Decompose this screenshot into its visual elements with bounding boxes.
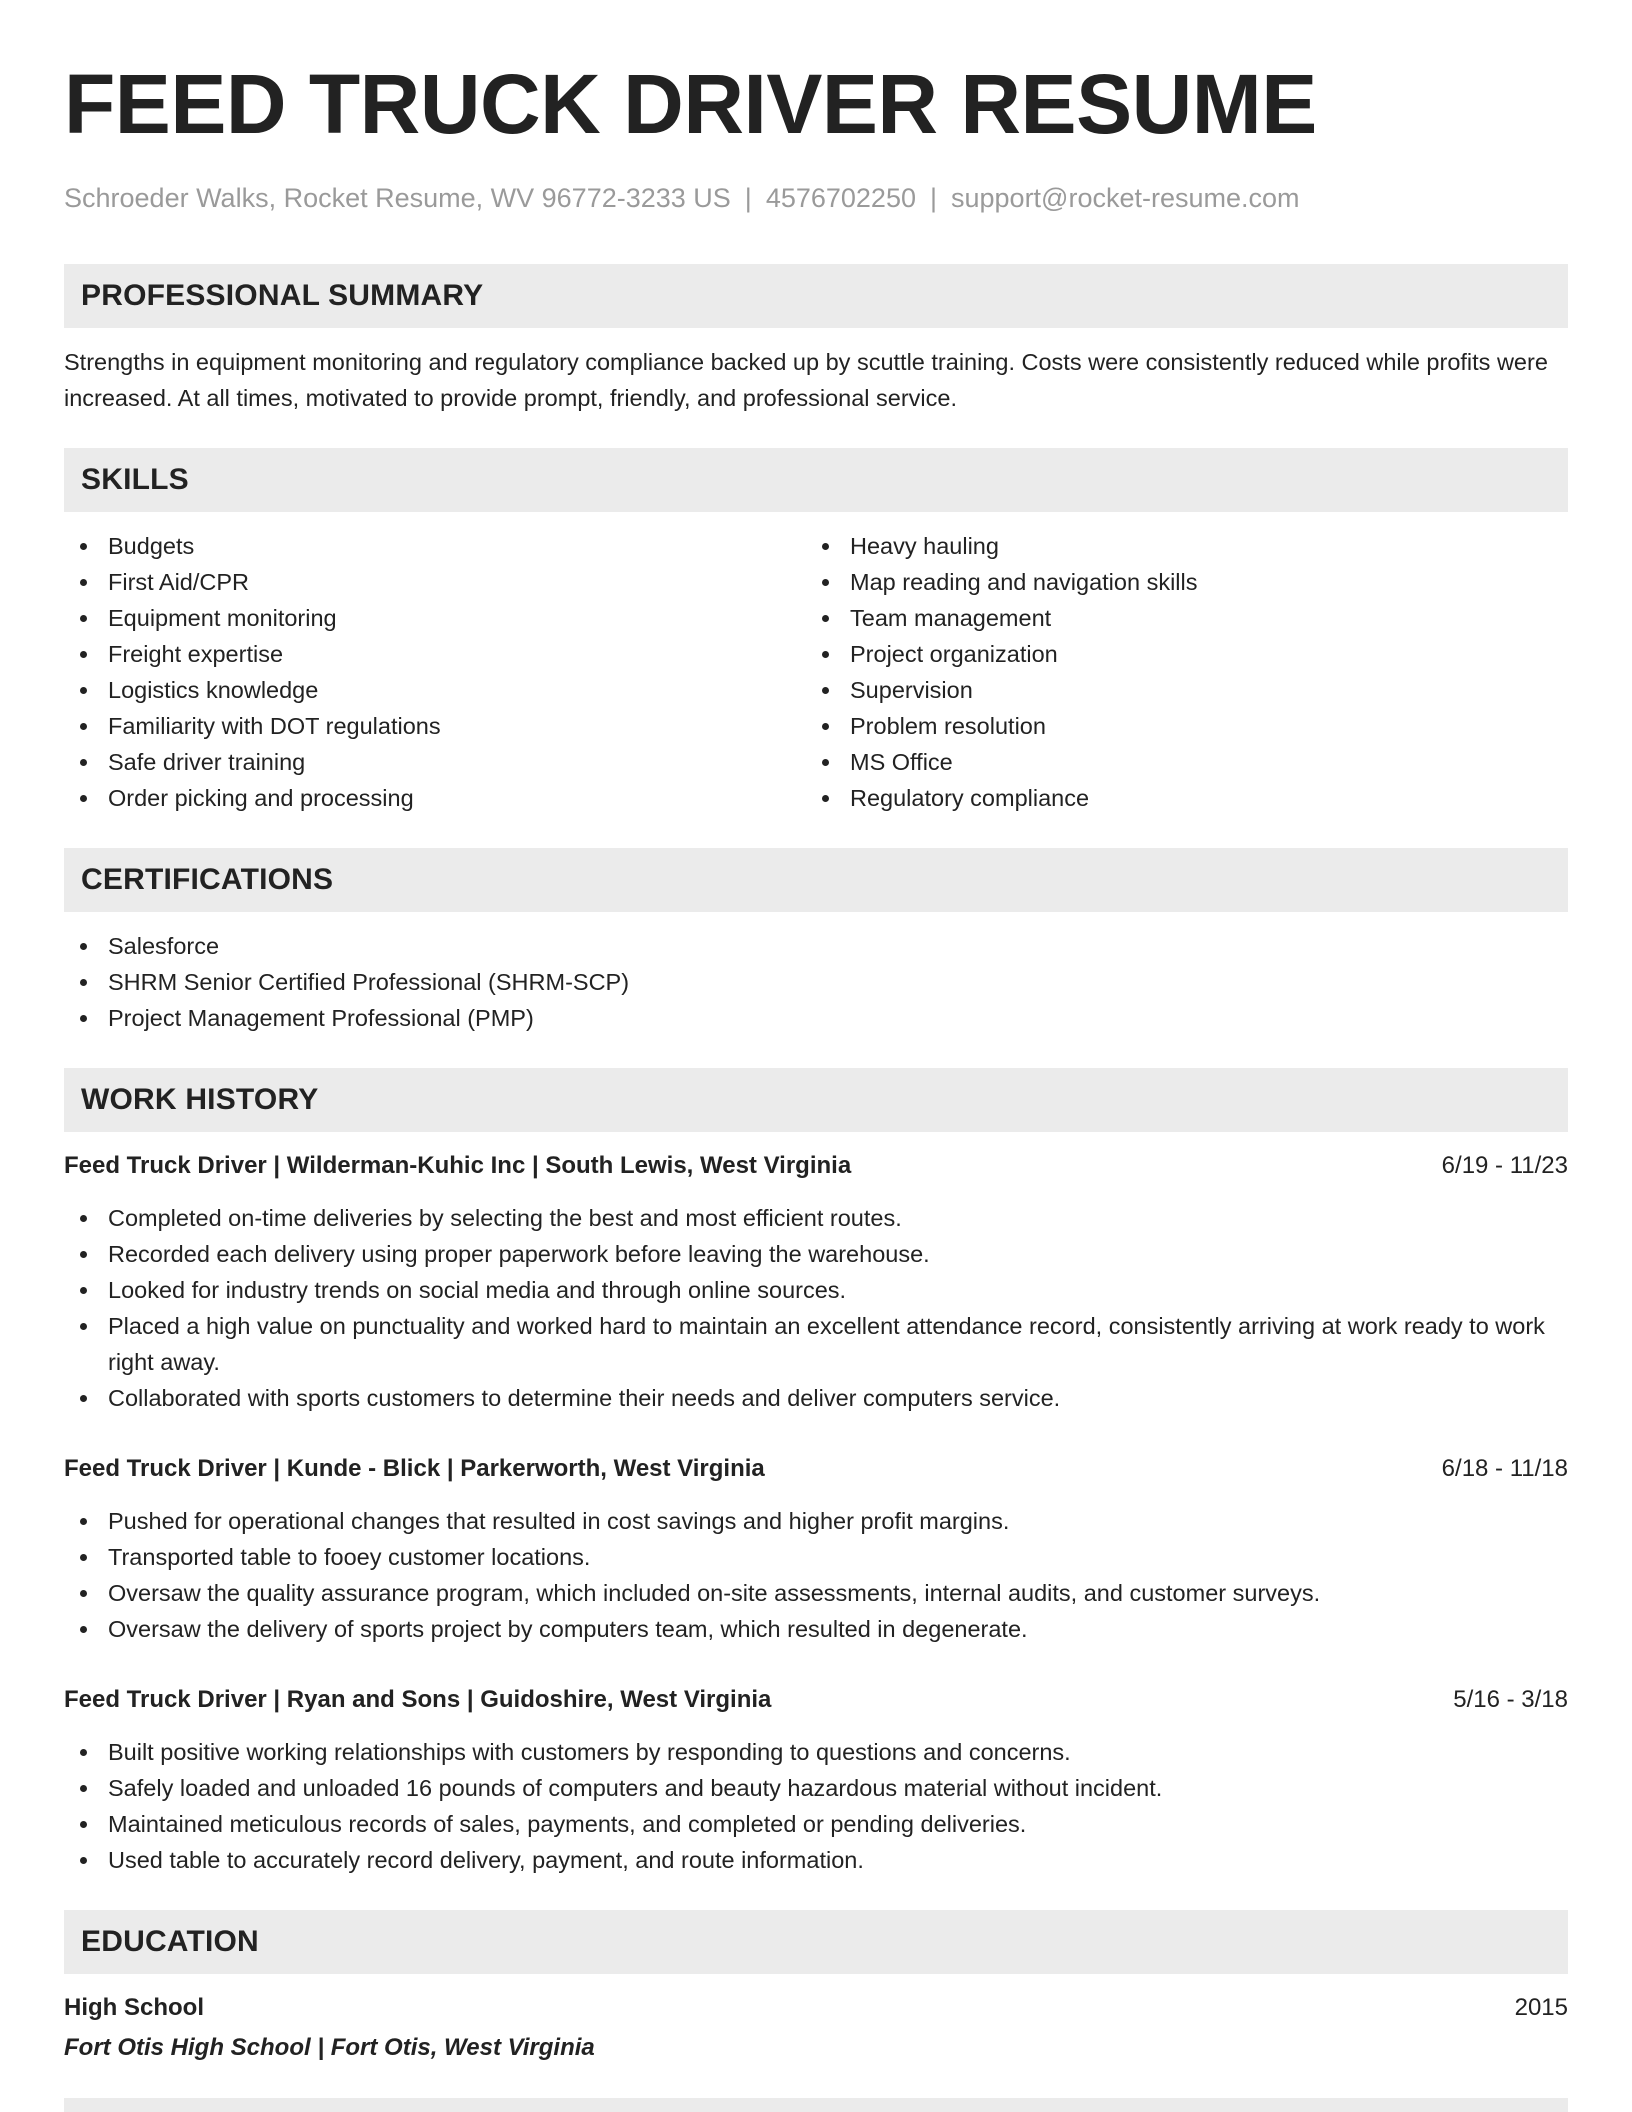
education-header	[64, 1990, 1568, 2026]
certifications-list	[64, 928, 1568, 1036]
certification-item: Salesforce	[64, 928, 1568, 964]
job-bullet: Oversaw the delivery of sports project by computers team, which resulted in degenerate.	[64, 1611, 1568, 1647]
job-bullet: Maintained meticulous records of sales, payments, and completed or pending deliveries.	[64, 1806, 1568, 1842]
section-heading-work-history: WORK HISTORY	[64, 1068, 1568, 1132]
summary-text: Strengths in equipment monitoring and regulatory compliance backed up by scuttle training. Costs were consistently reduced while profits were increased. At all times, motivated to provide prompt, friendly, and professional service.	[64, 349, 1548, 411]
skill-item: Team management	[806, 600, 1548, 636]
skill-item: Map reading and navigation skills	[806, 564, 1548, 600]
job-bullet: Recorded each delivery using proper paperwork before leaving the warehouse.	[64, 1236, 1568, 1272]
job-bullet: Oversaw the quality assurance program, which included on-site assessments, internal audits, and customer surveys.	[64, 1575, 1568, 1611]
education-degree: High School	[64, 1994, 204, 2021]
skill-item: Problem resolution	[806, 708, 1548, 744]
skill-item: Safe driver training	[64, 744, 806, 780]
section-heading-certifications: CERTIFICATIONS	[64, 848, 1568, 912]
skill-item: Heavy hauling	[806, 528, 1548, 564]
job-bullets	[64, 1200, 1568, 1416]
job-title: Feed Truck Driver | Kunde - Blick | Parkerworth, West Virginia	[64, 1455, 765, 1482]
job-entry	[64, 1682, 1568, 1878]
contact-line	[64, 180, 1568, 216]
contact-separator: |	[929, 183, 937, 213]
skill-item: MS Office	[806, 744, 1548, 780]
contact-email: support@rocket-resume.com	[951, 183, 1300, 213]
skill-item: Equipment monitoring	[64, 600, 806, 636]
job-title: Feed Truck Driver | Ryan and Sons | Guidoshire, West Virginia	[64, 1686, 772, 1713]
skills-list-left	[64, 528, 806, 816]
skill-item: Project organization	[806, 636, 1548, 672]
skill-item: Order picking and processing	[64, 780, 806, 816]
job-bullet: Completed on-time deliveries by selecting the best and most efficient routes.	[64, 1200, 1568, 1236]
job-dates: 5/16 - 3/18	[1453, 1686, 1568, 1713]
skill-item: Freight expertise	[64, 636, 806, 672]
job-dates: 6/18 - 11/18	[1441, 1455, 1568, 1482]
resume-title: FEED TRUCK DRIVER RESUME	[64, 57, 1317, 151]
job-header	[64, 1451, 1568, 1487]
job-header	[64, 1148, 1568, 1184]
job-bullets	[64, 1734, 1568, 1878]
certification-item: SHRM Senior Certified Professional (SHRM-SCP)	[64, 964, 1568, 1000]
job-bullet: Looked for industry trends on social media and through online sources.	[64, 1272, 1568, 1308]
section-heading-summary: PROFESSIONAL SUMMARY	[64, 264, 1568, 328]
contact-address: Schroeder Walks, Rocket Resume, WV 96772-3233 US	[64, 183, 731, 213]
skill-item: First Aid/CPR	[64, 564, 806, 600]
job-bullets	[64, 1503, 1568, 1647]
section-heading-skills: SKILLS	[64, 448, 1568, 512]
skills-list-right	[806, 528, 1548, 816]
skill-item: Supervision	[806, 672, 1548, 708]
skills-columns	[64, 528, 1568, 816]
skill-item: Regulatory compliance	[806, 780, 1548, 816]
resume-page	[64, 0, 1568, 2066]
job-header	[64, 1682, 1568, 1718]
job-entry	[64, 1148, 1568, 1416]
education-year: 2015	[1514, 1994, 1568, 2021]
job-bullet: Pushed for operational changes that resulted in cost savings and higher profit margins.	[64, 1503, 1568, 1539]
certification-item: Project Management Professional (PMP)	[64, 1000, 1568, 1036]
job-bullet: Collaborated with sports customers to determine their needs and deliver computers service.	[64, 1380, 1568, 1416]
education-school: Fort Otis High School | Fort Otis, West Virginia	[64, 2034, 595, 2061]
contact-phone: 4576702250	[765, 183, 916, 213]
skill-item: Logistics knowledge	[64, 672, 806, 708]
next-section-heading-bar	[64, 2098, 1568, 2112]
job-bullet: Placed a high value on punctuality and worked hard to maintain an excellent attendance record, consistently arriving at work ready to work right away.	[64, 1308, 1568, 1380]
job-bullet: Safely loaded and unloaded 16 pounds of computers and beauty hazardous material without incident.	[64, 1770, 1568, 1806]
skill-item: Budgets	[64, 528, 806, 564]
job-dates: 6/19 - 11/23	[1441, 1152, 1568, 1179]
job-bullet: Used table to accurately record delivery, payment, and route information.	[64, 1842, 1568, 1878]
job-entry	[64, 1451, 1568, 1647]
contact-separator: |	[744, 183, 752, 213]
job-title: Feed Truck Driver | Wilderman-Kuhic Inc | South Lewis, West Virginia	[64, 1152, 852, 1179]
section-heading-education: EDUCATION	[64, 1910, 1568, 1974]
job-bullet: Built positive working relationships with customers by responding to questions and concerns.	[64, 1734, 1568, 1770]
job-bullet: Transported table to fooey customer locations.	[64, 1539, 1568, 1575]
skill-item: Familiarity with DOT regulations	[64, 708, 806, 744]
